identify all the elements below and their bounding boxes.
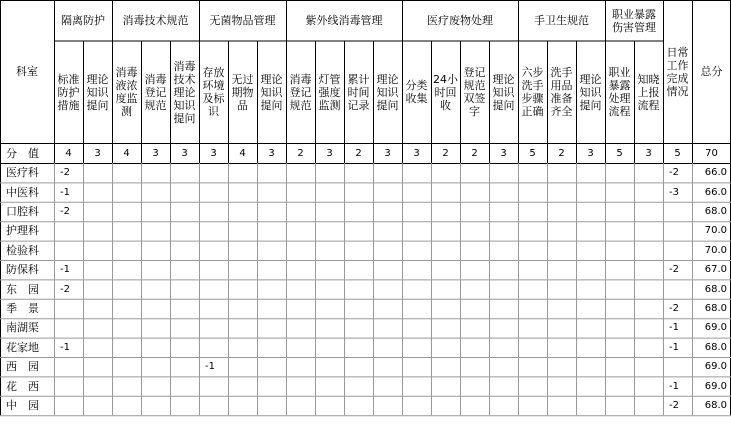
deduction-standard-protection: -2 bbox=[60, 167, 70, 179]
dept-name: 检验科 bbox=[6, 243, 39, 257]
score-value: 2 bbox=[297, 147, 304, 159]
sub-column-header: 理论知识提问 bbox=[376, 72, 399, 112]
score-value: 2 bbox=[355, 147, 362, 159]
score-value: 3 bbox=[268, 147, 275, 159]
sub-column-header: 灯管强度监测 bbox=[318, 72, 341, 112]
sub-column-header: 理论知识提问 bbox=[86, 72, 109, 112]
dept-name: 花家地 bbox=[6, 340, 39, 354]
score-value: 2 bbox=[442, 147, 449, 159]
deduction-daily-work: -2 bbox=[669, 264, 679, 276]
score-value: 5 bbox=[529, 147, 536, 159]
score-row-label: 分 值 bbox=[6, 146, 39, 160]
sub-column-header: 理论知识提问 bbox=[579, 72, 602, 112]
total-score: 68.0 bbox=[704, 302, 727, 314]
sub-column-header: 知晓上报流程 bbox=[637, 72, 660, 112]
deduction-storage-environment: -1 bbox=[205, 361, 215, 373]
group-header: 医疗废物处理 bbox=[427, 14, 493, 27]
sub-column-header: 标准防护措施 bbox=[57, 72, 80, 112]
total-score: 69.0 bbox=[704, 322, 727, 334]
total-score: 69.0 bbox=[704, 361, 727, 373]
dept-name: 护理科 bbox=[6, 224, 39, 238]
score-value: 4 bbox=[123, 147, 130, 159]
deduction-standard-protection: -1 bbox=[60, 341, 70, 353]
deduction-standard-protection: -1 bbox=[60, 264, 70, 276]
group-header: 职业暴露伤害管理 bbox=[612, 7, 656, 34]
group-header: 消毒技术规范 bbox=[122, 14, 189, 27]
dept-name: 季 景 bbox=[6, 301, 39, 315]
sub-column-header: 消毒技术理论知识提问 bbox=[173, 59, 196, 125]
sub-column-header: 登记规范双签字 bbox=[463, 66, 486, 118]
deduction-daily-work: -2 bbox=[669, 302, 679, 314]
sub-column-header: 消毒登记规范 bbox=[144, 72, 167, 112]
score-value: 3 bbox=[181, 147, 188, 159]
sub-column-header: 24小时回收 bbox=[433, 72, 458, 112]
score-value: 4 bbox=[65, 147, 72, 159]
total-score: 66.0 bbox=[704, 167, 727, 179]
sub-column-header: 分类收集 bbox=[405, 79, 428, 105]
sub-column-header: 消毒登记规范 bbox=[289, 72, 312, 112]
score-value: 4 bbox=[239, 147, 246, 159]
score-value: 3 bbox=[500, 147, 507, 159]
group-header: 无菌物品管理 bbox=[209, 14, 276, 27]
score-value: 3 bbox=[210, 147, 217, 159]
sub-column-header: 无过期物品 bbox=[231, 72, 254, 112]
dept-name: 西 园 bbox=[6, 360, 39, 374]
dept-name: 防保科 bbox=[6, 263, 39, 277]
group-header: 紫外线消毒管理 bbox=[305, 14, 383, 27]
dept-column-header: 科室 bbox=[16, 65, 38, 78]
score-value: 5 bbox=[674, 147, 681, 159]
total-score: 68.0 bbox=[704, 205, 727, 217]
score-value: 3 bbox=[413, 147, 420, 159]
deduction-daily-work: -1 bbox=[669, 322, 679, 334]
sub-column-header: 六步洗手步骤正确 bbox=[521, 66, 544, 118]
deduction-standard-protection: -2 bbox=[60, 283, 70, 295]
dept-name: 中医科 bbox=[6, 185, 39, 199]
total-score: 68.0 bbox=[704, 283, 727, 295]
score-value: 3 bbox=[326, 147, 333, 159]
deduction-standard-protection: -2 bbox=[60, 205, 70, 217]
dept-name: 花 西 bbox=[6, 379, 39, 393]
total-score: 68.0 bbox=[704, 399, 727, 411]
score-value: 2 bbox=[558, 147, 565, 159]
group-header: 隔离防护 bbox=[61, 14, 105, 27]
group-header: 手卫生规范 bbox=[534, 14, 589, 27]
sub-column-header: 存放环境及标识 bbox=[202, 66, 225, 118]
score-value: 5 bbox=[616, 147, 623, 159]
dept-name: 口腔科 bbox=[6, 204, 39, 218]
score-value: 3 bbox=[645, 147, 652, 159]
score-value: 3 bbox=[384, 147, 391, 159]
dept-name: 中 园 bbox=[6, 398, 39, 412]
deduction-daily-work: -1 bbox=[669, 341, 679, 353]
sub-column-header: 洗手用品准备齐全 bbox=[550, 66, 573, 118]
sub-column-header: 消毒液浓度监测 bbox=[115, 66, 138, 118]
dept-name: 南湖渠 bbox=[6, 321, 39, 335]
total-column-header: 总分 bbox=[700, 65, 723, 78]
dept-name: 东 园 bbox=[6, 282, 39, 296]
sub-column-header: 理论知识提问 bbox=[492, 72, 515, 112]
total-score: 68.0 bbox=[704, 341, 727, 353]
score-value: 70 bbox=[705, 147, 718, 159]
deduction-standard-protection: -1 bbox=[60, 186, 70, 198]
daily-work-column-header: 日常工作完成情况 bbox=[666, 45, 689, 98]
total-score: 70.0 bbox=[704, 225, 727, 237]
sub-column-header: 职业暴露处理流程 bbox=[608, 66, 631, 118]
score-value: 2 bbox=[471, 147, 478, 159]
score-value: 3 bbox=[94, 147, 101, 159]
deduction-daily-work: -3 bbox=[669, 186, 679, 198]
total-score: 67.0 bbox=[704, 264, 727, 276]
score-value: 3 bbox=[152, 147, 159, 159]
deduction-daily-work: -1 bbox=[669, 380, 679, 392]
total-score: 69.0 bbox=[704, 380, 727, 392]
deduction-daily-work: -2 bbox=[669, 399, 679, 411]
deduction-daily-work: -2 bbox=[669, 167, 679, 179]
total-score: 70.0 bbox=[704, 244, 727, 256]
score-value: 3 bbox=[587, 147, 594, 159]
sub-column-header: 理论知识提问 bbox=[260, 72, 283, 112]
dept-name: 医疗科 bbox=[6, 166, 39, 180]
total-score: 66.0 bbox=[704, 186, 727, 198]
sub-column-header: 累计时间记录 bbox=[347, 72, 370, 112]
